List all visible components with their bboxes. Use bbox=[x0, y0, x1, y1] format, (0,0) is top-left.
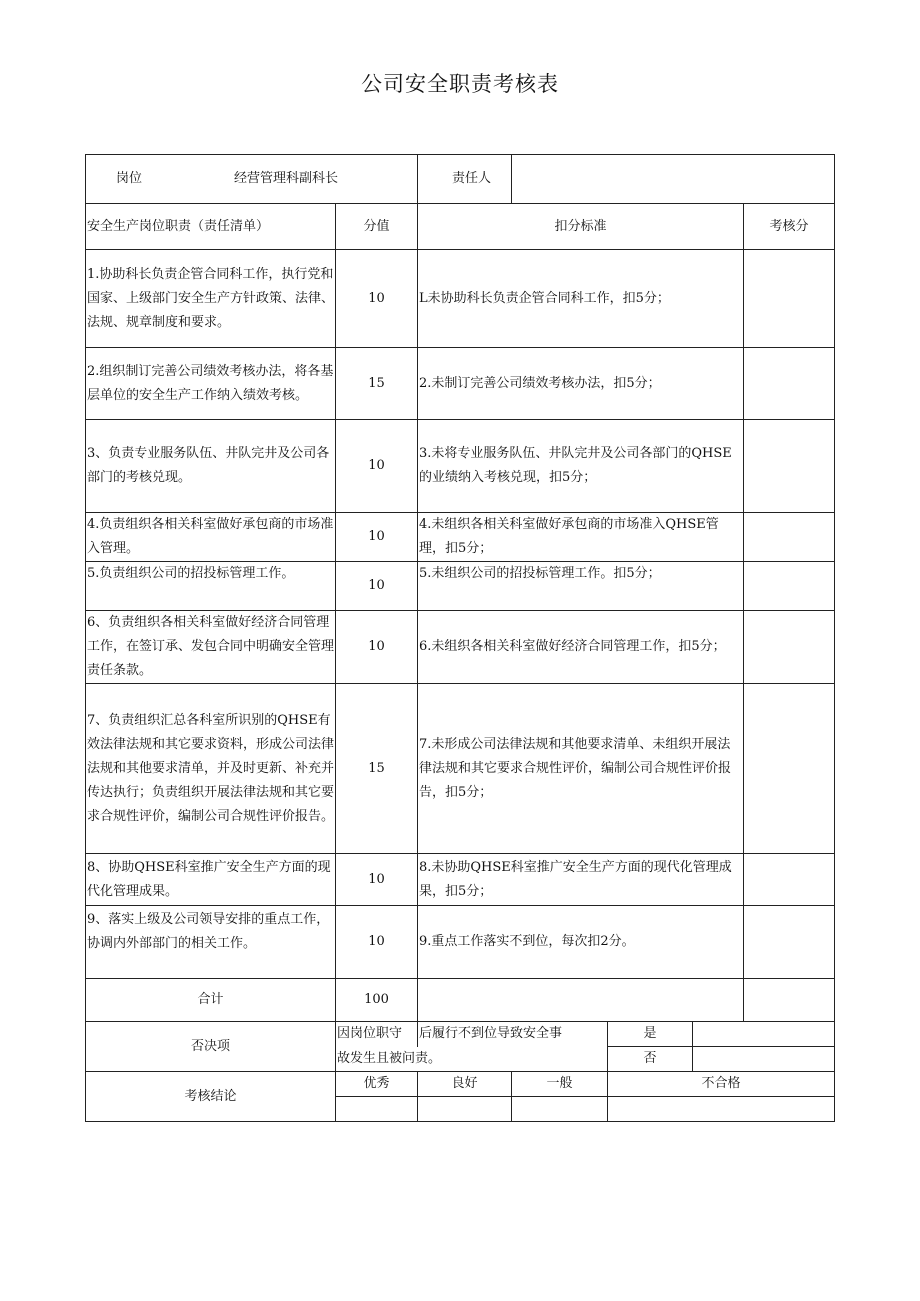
column-header-row bbox=[86, 204, 835, 250]
assessment-cell[interactable] bbox=[744, 684, 835, 854]
score-cell: 10 bbox=[336, 562, 418, 611]
total-label: 合计 bbox=[86, 979, 336, 1022]
assessment-cell[interactable] bbox=[744, 250, 835, 348]
assessment-cell[interactable] bbox=[744, 906, 835, 979]
veto-row bbox=[86, 1022, 835, 1047]
responsible-value[interactable] bbox=[512, 155, 835, 204]
score-cell: 10 bbox=[336, 513, 418, 562]
veto-no-value[interactable] bbox=[693, 1047, 835, 1072]
conclusion-label: 考核结论 bbox=[86, 1072, 336, 1122]
table-row bbox=[86, 250, 835, 348]
deduction-cell: 2.未制订完善公司绩效考核办法，扣5分； bbox=[418, 348, 744, 420]
position-cell bbox=[86, 155, 418, 204]
score-cell: 15 bbox=[336, 684, 418, 854]
col-duty-header: 安全生产岗位职责（责任清单） bbox=[86, 204, 336, 250]
table-row bbox=[86, 906, 835, 979]
deduction-cell: L未协助科长负责企管合同科工作，扣5分； bbox=[418, 250, 744, 348]
duty-cell: 3、负责专业服务队伍、井队完井及公司各部门的考核兑现。 bbox=[86, 420, 336, 513]
grade-average: 一般 bbox=[512, 1072, 608, 1097]
assessment-cell[interactable] bbox=[744, 513, 835, 562]
grade-good: 良好 bbox=[418, 1072, 512, 1097]
grade-fail-value[interactable] bbox=[608, 1097, 835, 1122]
assessment-table bbox=[85, 154, 835, 1122]
assessment-cell[interactable] bbox=[744, 348, 835, 420]
duty-cell: 1.协助科长负责企管合同科工作，执行党和国家、上级部门安全生产方针政策、法律、法规、规章制度和要求。 bbox=[86, 250, 336, 348]
col-score-header: 分值 bbox=[336, 204, 418, 250]
table-row bbox=[86, 348, 835, 420]
duty-cell: 9、落实上级及公司领导安排的重点工作，协调内外部部门的相关工作。 bbox=[86, 906, 336, 979]
header-row bbox=[86, 155, 835, 204]
score-cell: 10 bbox=[336, 420, 418, 513]
score-cell: 10 bbox=[336, 611, 418, 684]
veto-yes-value[interactable] bbox=[693, 1022, 835, 1047]
responsible-label: 责任人 bbox=[418, 155, 512, 204]
table-row bbox=[86, 854, 835, 906]
assessment-cell[interactable] bbox=[744, 420, 835, 513]
table-row bbox=[86, 611, 835, 684]
deduction-cell: 5.未组织公司的招投标管理工作。扣5分； bbox=[418, 562, 744, 611]
page-title: 公司安全职责考核表 bbox=[361, 72, 559, 96]
duty-cell: 7、负责组织汇总各科室所识别的QHSE有效法律法规和其它要求资料，形成公司法律法规和其他要求清单，并及时更新、补充并传达执行；负责组织开展法律法规和其它要求合规性评价，编制公司合规性评价报告。 bbox=[86, 684, 336, 854]
score-cell: 15 bbox=[336, 348, 418, 420]
conclusion-header-row bbox=[86, 1072, 835, 1097]
veto-no-label: 否 bbox=[608, 1047, 693, 1072]
veto-label: 否决项 bbox=[86, 1022, 336, 1072]
duty-cell: 8、协助QHSE科室推广安全生产方面的现代化管理成果。 bbox=[86, 854, 336, 906]
table-row bbox=[86, 420, 835, 513]
total-assessment[interactable] bbox=[744, 979, 835, 1022]
deduction-cell: 8.未协助QHSE科室推广安全生产方面的现代化管理成果，扣5分； bbox=[418, 854, 744, 906]
grade-excellent: 优秀 bbox=[336, 1072, 418, 1097]
score-cell: 10 bbox=[336, 854, 418, 906]
position-label: 岗位 bbox=[116, 171, 143, 186]
assessment-cell[interactable] bbox=[744, 611, 835, 684]
grade-good-value[interactable] bbox=[418, 1097, 512, 1122]
duty-cell: 5.负责组织公司的招投标管理工作。 bbox=[86, 562, 336, 611]
col-assessment-header: 考核分 bbox=[744, 204, 835, 250]
veto-text-line-2: 故发生且被问责。 bbox=[336, 1047, 608, 1072]
assessment-cell[interactable] bbox=[744, 562, 835, 611]
deduction-cell: 4.未组织各相关科室做好承包商的市场准入QHSE管理，扣5分； bbox=[418, 513, 744, 562]
col-deduction-header: 扣分标准 bbox=[418, 204, 744, 250]
veto-text-left: 因岗位职守 bbox=[336, 1022, 418, 1047]
grade-average-value[interactable] bbox=[512, 1097, 608, 1122]
duty-cell: 4.负责组织各相关科室做好承包商的市场准入管理。 bbox=[86, 513, 336, 562]
deduction-cell: 6.未组织各相关科室做好经济合同管理工作，扣5分； bbox=[418, 611, 744, 684]
total-score: 100 bbox=[336, 979, 418, 1022]
grade-fail: 不合格 bbox=[608, 1072, 835, 1097]
total-deduction bbox=[418, 979, 744, 1022]
duty-cell: 2.组织制订完善公司绩效考核办法，将各基层单位的安全生产工作纳入绩效考核。 bbox=[86, 348, 336, 420]
score-cell: 10 bbox=[336, 250, 418, 348]
table-row bbox=[86, 562, 835, 611]
deduction-cell: 9.重点工作落实不到位，每次扣2分。 bbox=[418, 906, 744, 979]
deduction-cell: 3.未将专业服务队伍、井队完井及公司各部门的QHSE的业绩纳入考核兑现，扣5分； bbox=[418, 420, 744, 513]
table-row bbox=[86, 684, 835, 854]
veto-text-right: 后履行不到位导致安全事 bbox=[418, 1022, 608, 1047]
assessment-cell[interactable] bbox=[744, 854, 835, 906]
veto-yes-label: 是 bbox=[608, 1022, 693, 1047]
grade-excellent-value[interactable] bbox=[336, 1097, 418, 1122]
score-cell: 10 bbox=[336, 906, 418, 979]
duty-cell: 6、负责组织各相关科室做好经济合同管理工作，在签订承、发包合同中明确安全管理责任条款。 bbox=[86, 611, 336, 684]
total-row bbox=[86, 979, 835, 1022]
deduction-cell: 7.未形成公司法律法规和其他要求清单、未组织开展法律法规和其它要求合规性评价，编制公司合规性评价报告，扣5分； bbox=[418, 684, 744, 854]
table-row bbox=[86, 513, 835, 562]
position-value: 经营管理科副科长 bbox=[234, 171, 339, 186]
